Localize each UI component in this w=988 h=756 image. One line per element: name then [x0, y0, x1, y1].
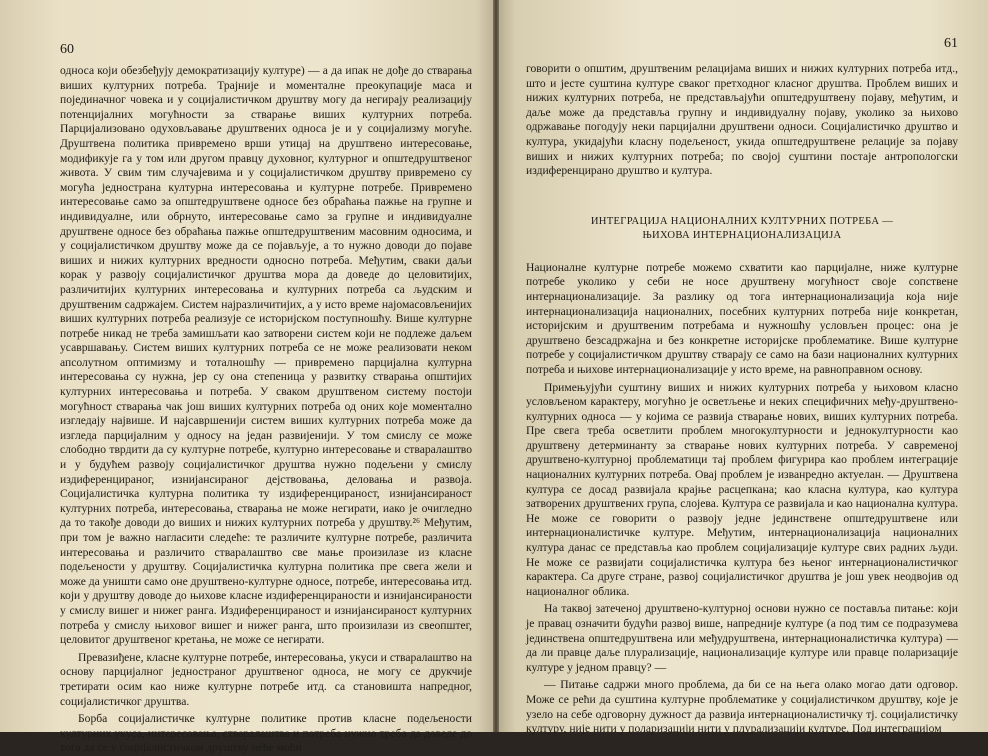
section-heading-line: ЊИХОВА ИНТЕРНАЦИОНАЛИЗАЦИЈА [642, 229, 842, 241]
paragraph: Превазиђене, класне културне потребе, интересовања, укуси и стваралаштво на основу парцијалног једностраног друштвеног односа, не могу се друкчије третирати осим као ниже културне потребе итд. са становишта напредног, социјалистичког друштва. [60, 650, 472, 708]
section-heading [526, 215, 958, 243]
right-page [496, 0, 988, 736]
section-heading-line: ИНТЕГРАЦИЈА НАЦИОНАЛНИХ КУЛТУРНИХ ПОТРЕБА — [590, 215, 894, 227]
paragraph: Националне културне потребе можемо схватити као парцијалне, ниже културне потребе уколико у себи не носе друштвену могућност своје сопствене интернационализације. За разлику од тога интернационализација која није интернационализација националних, посебних културних потреба није конкретан, историјским и друштвеним потребама и нужношћу условљен процес: она је друштвено безсадржајна и без конкретне историјске проблематике. Више културне потребе у социјалистичком друштву стварају се само на бази националних културних потреба и њихове интернационализације у исто време, на равноправном основу. [526, 260, 958, 376]
paragraph: — Питање садржи много проблема, да би се на њега олако могао дати одговор. Може се рећи да суштина културне проблематике у социјалистичком друштву, које је узело на себе одговорну дужност да развија интернационалистичку тј. социјалистичку културу, није нити у поларизацији нити у плурализацији културе. Под интеграцијом [526, 678, 958, 736]
page-number: 60 [60, 42, 74, 57]
paragraph: односа који обезбеђују демократизацију културе) — а да ипак не дође до стварања виших културних потреба. Трајније и моменталне преокупације маса и појединачног човека и у социјалистичком друштву могу да негирају реализацију потенцијалних могућности за стварање виших културних потреба. Парцијализовано одуховљавање друштвених односа је и у социјализму могуће. Друштвена политика привремено врши утицај на друштвено интересовање, модификује га у том или другом правцу духовног, културног и општедруштвеног живота. У свим тим случајевима и у социјалистичком друштву привремено су могућа једнострана културна интересовања и културне потребе. Привремено интересовање само за општедруштвене односе без обраћања пажње на групне и индивидуалне, или обрнуто, интересовање само за групне и индивидуалне друштвене односе без обраћања пажње општедруштвеним масовним односима, и у социјалистичком друштву може да се појављује, а то нужно доводи до појаве виших и нижих културних вредности односно потреба. Међутим, сваки даљи корак у развоју социјалистичког друштва мора да доведе до целовитијих, различитијих културних интересовања и културних потреба са људским и друштвеним садржајем. Систем најразличитијих, а у исто време најомасовљенијих виших културних потреба реализује се историјском поступношћу. Више културне потребе никад не треба замишљати као затворени систем који не подлеже даљем усавршавању. Систем виших културних потреба се не може реализовати неком апсолутном оптимизму и тоталношћу — привремено парцијална културна интересовања су нужна, јер су она степеница у развитку стварања општијих културних интересовања и потреба. У сваком друштвеном систему постоји могућност стварања чак још виших културних потреба од оних које моментално изгледају највише. И најсавршенији систем виших културних потреба може да изгледа парцијалним у односу на један развијенији. У том смислу се може слободно тврдити да су културне потребе, културно интересовање и стваралаштво и у будућем развоју социјалистичког друштва нужно подељени у смислу издиференцираног, изнијансираног дејствовања, деловања и развоја. Социјалистичка културна политика ту издиференцираност, изнијансираност културних потреба, интересовања, стварања не може негирати, иако је очигледно да то такође доводи до виших и нижих културних потреба у друштву.²⁶ Међутим, при том је важно нагласити следеће: те различите културне потребе, различита интересовања и различито стваралаштво све мање произилазе из класне подељености у друштву. Социјалистичка културна политика пре свега жели и може да уништи само оне друштвено-културне односе, потребе, интересовања итд. који у друштву доводе до њихове класне издиференцираности и изнијансираности у смислу вишег и нижег ранга. Издиференцираност и изнијансираност културних потреба у смислу њиховог вишег и нижег ранга, што произилази из свеопштег, целовитог друштвеног кретања, не може се негирати. [60, 64, 472, 647]
paragraph: Примењујући суштину виших и нижих културних потреба у њиховом класно условљеном карактеру, могућно је осветљење и неких специфичних међу-друштвено-културних односа — у којима се развија стварање нових, виших културних потреба. Пре свега треба осветлити проблем многокултурности и једнокултурности као друштвену детерминанту за стварање нових културних потреба. У савременој друштвено-културној проблематици тај проблем фигурира као проблем интеграције националних културних потреба. Овај проблем је изванредно актуелан. — Друштвена култура се досад развијала крајње расцепкана; као класна култура, као култура затворених друштвених група, слојева. Култура се развијала и као национална култура. Не може се говорити о развоју једне јединствене општедруштвене или интернационалистичке културе. Међутим, интернационализација националних култура данас се представља као проблем социјализације културе свих радних људи. Не може се развијати социјалистичка култура без њеног интернационалистичког карактера. Са друге стране, развој социјалистичког друштва је још увек неодвојив од националног облика. [526, 380, 958, 598]
book-gutter [493, 0, 499, 732]
page-number: 61 [944, 36, 958, 51]
paragraph: говорити о општим, друштвеним релацијама виших и нижих културних потреба итд., што и јесте суштина културе сваког претходног класног друштва. Проблем виших и нижих културних потреба, не представљајући општедруштвену појаву, међутим, и даље може да представља групну и индивидуалну појаву, уколико за њихово одржавање погодују неки парцијални друштвени односи. Социјалистичко друштво и култура, укидајући класну подељеност, укида општедруштвене релације за појаву виших и нижих културних потреба; по својој суштини постаје антропологски издиференцирано друштво и култура. [526, 62, 958, 178]
paragraph: На таквој затеченој друштвено-културној основи нужно се поставља питање: који је правац означити будући развој више, напредније културе (а под тим се подразумева јединствена општедруштвена или међудруштвена, интернационалистичка култура) — да ли правце даље плурализације, национализације културе или правце поларизације културе у једном правцу? — [526, 602, 958, 674]
paragraph: Борба социјалистичке културне политике против класне подељености културних укуса, интересовања, стваралаштва и потреба нужно треба да доведе до тога да се у социјалистичком друштву неће моћи [60, 712, 472, 755]
